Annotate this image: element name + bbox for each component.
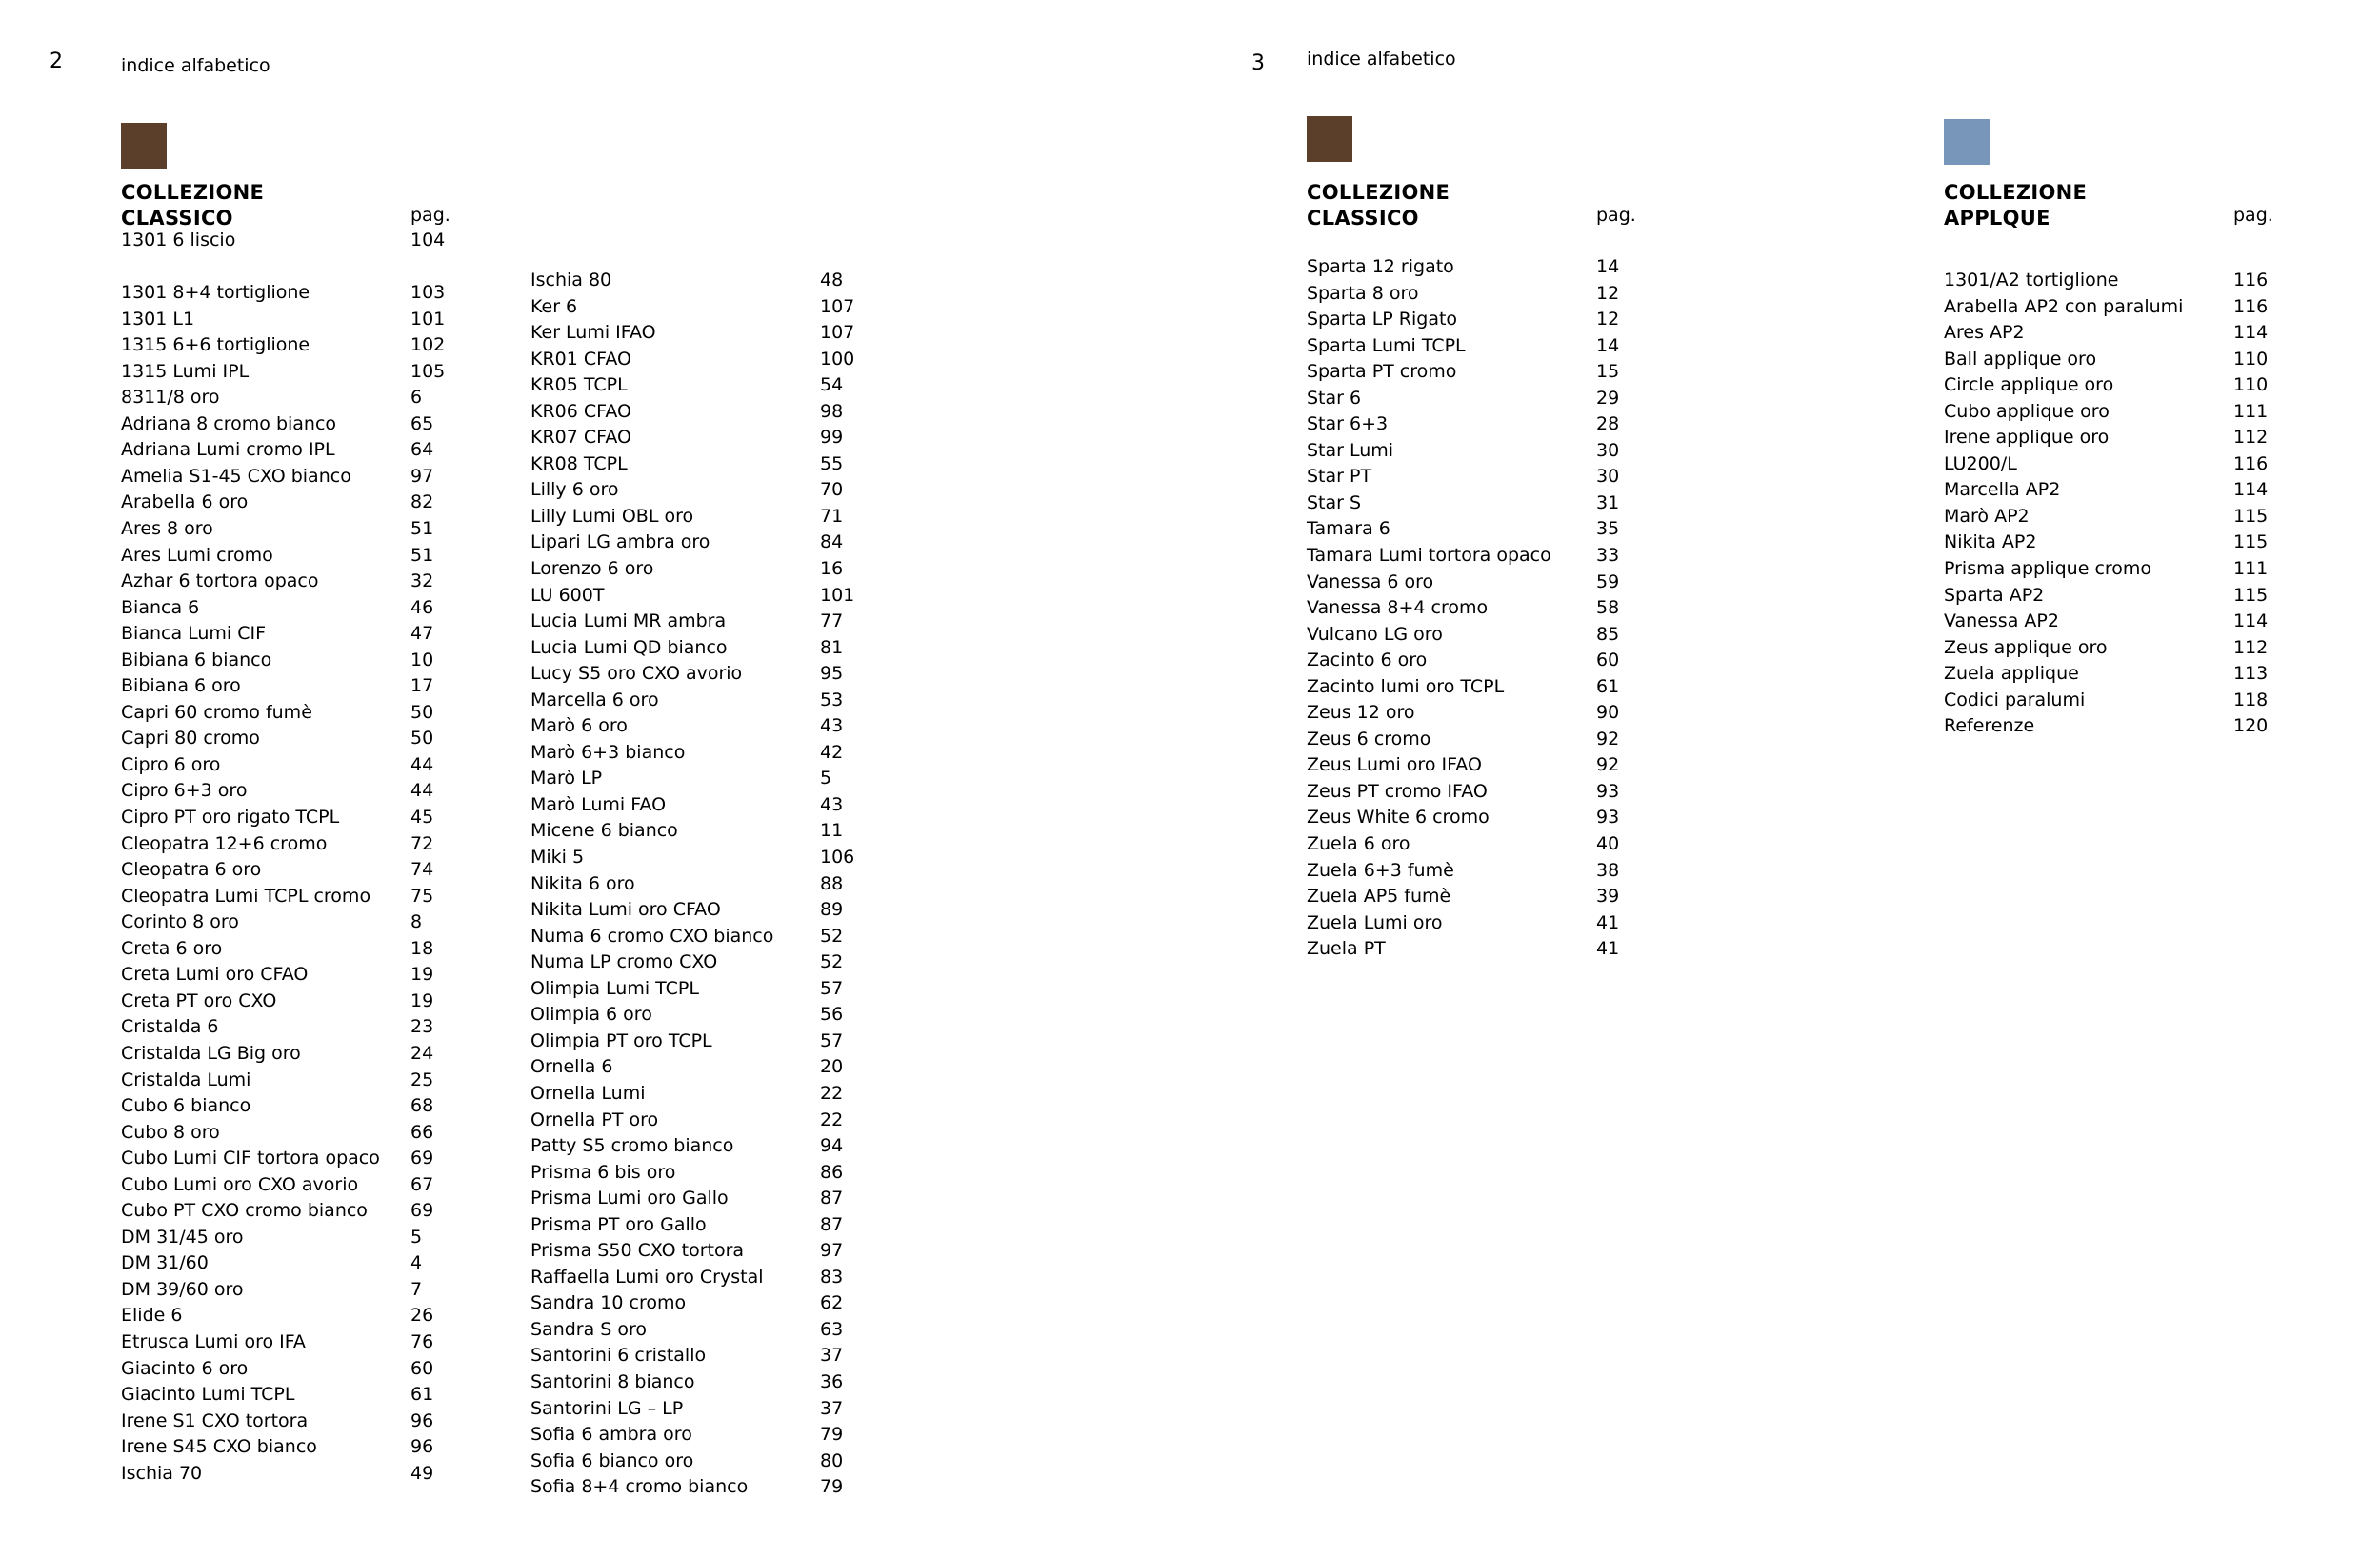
item-page: 74 xyxy=(410,859,434,881)
item-name: Ares Lumi cromo xyxy=(121,544,273,566)
item-name: Cipro PT oro rigato TCPL xyxy=(121,807,340,829)
item-name: Zeus applique oro xyxy=(1944,636,2108,658)
item-page: 94 xyxy=(820,1135,844,1157)
item-page: 87 xyxy=(820,1213,844,1235)
item-page: 45 xyxy=(410,807,434,829)
item-name: Cipro 6 oro xyxy=(121,753,221,775)
item-page: 98 xyxy=(820,400,844,422)
item-name: Marcella AP2 xyxy=(1944,479,2061,501)
section-title-line2: CLASSICO xyxy=(121,207,233,230)
item-name: Star PT xyxy=(1307,466,1372,488)
item-name: 1315 6+6 tortiglione xyxy=(121,334,310,356)
item-page: 22 xyxy=(820,1109,844,1130)
item-name: Prisma S50 CXO tortora xyxy=(530,1240,745,1262)
item-page: 89 xyxy=(820,899,844,921)
item-page: 37 xyxy=(820,1345,844,1367)
item-name: Lorenzo 6 oro xyxy=(530,558,654,580)
item-name: Nikita AP2 xyxy=(1944,531,2037,553)
section-title-applique xyxy=(1944,180,2087,231)
item-name: Ischia 80 xyxy=(530,270,612,290)
item-name: KR01 CFAO xyxy=(530,348,631,370)
item-page: 80 xyxy=(820,1449,844,1471)
item-page: 101 xyxy=(820,584,855,606)
item-name: Creta 6 oro xyxy=(121,937,223,959)
item-name: Giacinto 6 oro xyxy=(121,1357,249,1379)
item-name: Miki 5 xyxy=(530,847,585,869)
item-name: Olimpia Lumi TCPL xyxy=(530,977,699,999)
item-page: 110 xyxy=(2233,374,2269,396)
item-name: Star S xyxy=(1307,491,1362,513)
item-page: 75 xyxy=(410,885,434,907)
item-page: 52 xyxy=(820,925,844,947)
item-name: Sparta LP Rigato xyxy=(1307,309,1458,330)
item-name: Marcella 6 oro xyxy=(530,689,659,710)
item-name: Ornella PT oro xyxy=(530,1109,659,1130)
item-page: 14 xyxy=(1596,334,1620,356)
item-page: 18 xyxy=(410,937,434,959)
item-name: Sofia 8+4 cromo bianco xyxy=(530,1476,749,1498)
item-name: Cristalda Lumi xyxy=(121,1069,251,1090)
item-name: Prisma 6 bis oro xyxy=(530,1161,676,1183)
section-title-line1: COLLEZIONE xyxy=(1944,181,2088,204)
item-page: 88 xyxy=(820,872,844,894)
item-page: 31 xyxy=(1596,491,1620,513)
item-page: 8 xyxy=(410,911,423,933)
item-name: DM 31/45 oro xyxy=(121,1226,244,1248)
item-page: 50 xyxy=(410,701,434,723)
item-page: 97 xyxy=(410,465,434,487)
item-page: 115 xyxy=(2233,531,2269,553)
item-name: Circle applique oro xyxy=(1944,374,2114,396)
item-page: 39 xyxy=(1596,886,1620,908)
item-page: 114 xyxy=(2233,322,2269,344)
item-name: Lilly Lumi OBL oro xyxy=(530,505,694,527)
item-page: 97 xyxy=(820,1240,844,1262)
item-name: Sparta PT cromo xyxy=(1307,361,1457,383)
item-page: 41 xyxy=(1596,911,1620,933)
item-page: 11 xyxy=(820,820,844,842)
item-name: Sandra S oro xyxy=(530,1318,648,1340)
item-name: Adriana Lumi cromo IPL xyxy=(121,439,335,461)
item-name: Nikita Lumi oro CFAO xyxy=(530,899,721,921)
classico-color-swatch xyxy=(1307,116,1352,162)
item-name: Amelia S1-45 CXO bianco xyxy=(121,465,351,487)
item-page: 25 xyxy=(410,1069,434,1090)
item-page: 116 xyxy=(2233,452,2269,474)
item-name: 1301/A2 tortiglione xyxy=(1944,270,2119,290)
item-page: 26 xyxy=(410,1305,434,1327)
page-number-right: 3 xyxy=(1251,51,1265,75)
item-page: 116 xyxy=(2233,270,2269,290)
item-name: Zeus White 6 cromo xyxy=(1307,807,1490,829)
item-page: 112 xyxy=(2233,636,2269,658)
item-name: Cubo Lumi oro CXO avorio xyxy=(121,1173,359,1195)
item-name: Bianca Lumi CIF xyxy=(121,623,267,645)
item-name: Sparta AP2 xyxy=(1944,584,2045,606)
item-page: 14 xyxy=(1596,256,1620,277)
item-name: Vulcano LG oro xyxy=(1307,623,1443,645)
item-name: Tamara Lumi tortora opaco xyxy=(1307,545,1551,567)
item-page: 114 xyxy=(2233,479,2269,501)
item-name: Creta Lumi oro CFAO xyxy=(121,964,309,986)
item-page: 93 xyxy=(1596,780,1620,802)
item-name: Sparta Lumi TCPL xyxy=(1307,334,1466,356)
item-page: 90 xyxy=(1596,702,1620,724)
item-name: Sofia 6 ambra oro xyxy=(530,1424,692,1446)
item-page: 83 xyxy=(820,1266,844,1288)
item-name: Prisma PT oro Gallo xyxy=(530,1213,707,1235)
item-page: 7 xyxy=(410,1278,423,1300)
item-page: 43 xyxy=(820,793,844,815)
section-title-line2: APPLQUE xyxy=(1944,207,2050,230)
item-page: 12 xyxy=(1596,282,1620,304)
item-name: Marò AP2 xyxy=(1944,505,2030,527)
item-page: 55 xyxy=(820,452,844,474)
section-title-line1: COLLEZIONE xyxy=(1307,181,1450,204)
item-name: 8311/8 oro xyxy=(121,387,220,409)
item-page: 57 xyxy=(820,1029,844,1051)
item-name: Zeus PT cromo IFAO xyxy=(1307,780,1488,802)
item-name: DM 39/60 oro xyxy=(121,1278,244,1300)
item-page: 118 xyxy=(2233,689,2269,710)
item-name: Star 6+3 xyxy=(1307,413,1389,435)
item-page: 30 xyxy=(1596,466,1620,488)
item-page: 99 xyxy=(820,427,844,449)
item-page: 71 xyxy=(820,505,844,527)
item-page: 51 xyxy=(410,518,434,540)
item-page: 41 xyxy=(1596,938,1620,960)
item-name: Lucia Lumi MR ambra xyxy=(530,610,727,632)
item-name: Irene S1 CXO tortora xyxy=(121,1409,309,1431)
item-name: Cleopatra 12+6 cromo xyxy=(121,832,328,854)
item-name: Ker Lumi IFAO xyxy=(530,322,656,344)
item-name: Irene applique oro xyxy=(1944,427,2110,449)
item-page: 61 xyxy=(410,1384,434,1406)
item-name: Numa 6 cromo CXO bianco xyxy=(530,925,774,947)
classico-color-swatch xyxy=(121,123,167,169)
item-name: LU 600T xyxy=(530,584,605,606)
item-name: 1315 Lumi IPL xyxy=(121,360,250,382)
item-name: Bibiana 6 bianco xyxy=(121,649,272,670)
item-page: 96 xyxy=(410,1409,434,1431)
item-page: 64 xyxy=(410,439,434,461)
item-page: 10 xyxy=(410,649,434,670)
item-name: Referenze xyxy=(1944,715,2035,737)
item-page: 16 xyxy=(820,558,844,580)
item-page: 72 xyxy=(410,832,434,854)
item-page: 54 xyxy=(820,374,844,396)
item-page: 19 xyxy=(410,964,434,986)
item-name: Cleopatra 6 oro xyxy=(121,859,262,881)
item-name: Ares AP2 xyxy=(1944,322,2025,344)
item-name: 1301 8+4 tortiglione xyxy=(121,282,310,304)
item-name: Cubo 6 bianco xyxy=(121,1095,251,1117)
item-page: 32 xyxy=(410,570,434,592)
item-page: 19 xyxy=(410,989,434,1011)
item-name: Cubo 8 oro xyxy=(121,1121,220,1143)
item-name: Tamara 6 xyxy=(1307,518,1390,540)
item-name: Prisma applique cromo xyxy=(1944,558,2152,580)
item-name: Capri 80 cromo xyxy=(121,728,260,750)
item-page: 85 xyxy=(1596,623,1620,645)
item-page: 113 xyxy=(2233,663,2269,685)
item-page: 36 xyxy=(820,1370,844,1392)
item-name: Prisma Lumi oro Gallo xyxy=(530,1188,729,1209)
item-page: 84 xyxy=(820,531,844,553)
item-page: 51 xyxy=(410,544,434,566)
item-name: Vanessa 8+4 cromo xyxy=(1307,597,1489,619)
item-page: 5 xyxy=(820,768,832,789)
item-name: Cristalda LG Big oro xyxy=(121,1042,301,1064)
item-name: Ares 8 oro xyxy=(121,518,213,540)
item-page: 79 xyxy=(820,1424,844,1446)
page-header-left: indice alfabetico xyxy=(121,55,270,76)
item-page: 112 xyxy=(2233,427,2269,449)
item-name: KR05 TCPL xyxy=(530,374,628,396)
item-name: Ornella Lumi xyxy=(530,1082,646,1104)
item-name: Cubo PT CXO cromo bianco xyxy=(121,1200,368,1222)
item-page: 82 xyxy=(410,491,434,513)
item-page: 100 xyxy=(820,348,855,370)
item-name: Lilly 6 oro xyxy=(530,479,619,501)
item-page: 47 xyxy=(410,623,434,645)
page-header-right: indice alfabetico xyxy=(1307,49,1456,70)
item-name: Ball applique oro xyxy=(1944,348,2097,370)
section-title-classico xyxy=(1307,180,1450,231)
item-name: Zeus Lumi oro IFAO xyxy=(1307,754,1482,776)
item-page: 28 xyxy=(1596,413,1620,435)
item-page: 104 xyxy=(410,230,446,250)
item-page: 23 xyxy=(410,1016,434,1038)
item-page: 49 xyxy=(410,1462,434,1484)
item-page: 92 xyxy=(1596,728,1620,750)
item-page: 20 xyxy=(820,1056,844,1078)
item-page: 101 xyxy=(410,308,446,330)
item-page: 77 xyxy=(820,610,844,632)
item-page: 105 xyxy=(410,360,446,382)
item-name: Azhar 6 tortora opaco xyxy=(121,570,319,592)
item-name: Raffaella Lumi oro Crystal xyxy=(530,1266,764,1288)
item-page: 17 xyxy=(410,675,434,697)
item-name: Arabella AP2 con paralumi xyxy=(1944,295,2184,317)
item-page: 63 xyxy=(820,1318,844,1340)
item-name: Creta PT oro CXO xyxy=(121,989,277,1011)
item-name: Sofia 6 bianco oro xyxy=(530,1449,694,1471)
item-page: 93 xyxy=(1596,807,1620,829)
item-page: 116 xyxy=(2233,295,2269,317)
item-name: Numa LP cromo CXO xyxy=(530,951,718,973)
item-page: 40 xyxy=(1596,833,1620,855)
item-page: 115 xyxy=(2233,584,2269,606)
item-page: 33 xyxy=(1596,545,1620,567)
item-page: 70 xyxy=(820,479,844,501)
item-name: KR07 CFAO xyxy=(530,427,631,449)
item-name: Zuela AP5 fumè xyxy=(1307,886,1451,908)
item-name: Codici paralumi xyxy=(1944,689,2086,710)
section-title-classico xyxy=(121,180,264,231)
item-page: 65 xyxy=(410,412,434,434)
item-name: Ker 6 xyxy=(530,295,578,317)
item-page: 57 xyxy=(820,977,844,999)
item-page: 62 xyxy=(820,1292,844,1314)
item-page: 66 xyxy=(410,1121,434,1143)
item-page: 58 xyxy=(1596,597,1620,619)
item-name: Etrusca Lumi oro IFA xyxy=(121,1330,306,1352)
item-name: Cristalda 6 xyxy=(121,1016,219,1038)
item-page: 110 xyxy=(2233,348,2269,370)
item-page: 22 xyxy=(820,1082,844,1104)
item-page: 103 xyxy=(410,282,446,304)
item-name: Sparta 12 rigato xyxy=(1307,256,1454,277)
item-page: 69 xyxy=(410,1200,434,1222)
item-page: 115 xyxy=(2233,505,2269,527)
item-page: 95 xyxy=(820,663,844,685)
item-page: 106 xyxy=(820,847,855,869)
item-page: 114 xyxy=(2233,610,2269,632)
item-name: Zuela PT xyxy=(1307,938,1386,960)
item-name: Bibiana 6 oro xyxy=(121,675,241,697)
item-name: Capri 60 cromo fumè xyxy=(121,701,312,723)
item-name: Olimpia PT oro TCPL xyxy=(530,1029,712,1051)
item-page: 79 xyxy=(820,1476,844,1498)
item-name: Marò 6 oro xyxy=(530,715,628,737)
item-page: 92 xyxy=(1596,754,1620,776)
item-page: 67 xyxy=(410,1173,434,1195)
item-page: 81 xyxy=(820,636,844,658)
applique-color-swatch xyxy=(1944,119,1990,165)
item-name: Star Lumi xyxy=(1307,439,1394,461)
item-page: 107 xyxy=(820,295,855,317)
item-name: Nikita 6 oro xyxy=(530,872,635,894)
pag-column-label: pag. xyxy=(1596,205,1636,226)
item-name: Zuela 6+3 fumè xyxy=(1307,859,1454,881)
section-title-line1: COLLEZIONE xyxy=(121,181,265,204)
item-name: Vanessa 6 oro xyxy=(1307,570,1434,592)
item-name: Marò 6+3 bianco xyxy=(530,741,686,763)
item-page: 53 xyxy=(820,689,844,710)
item-name: Cipro 6+3 oro xyxy=(121,780,248,802)
item-name: Cubo Lumi CIF tortora opaco xyxy=(121,1148,380,1169)
item-page: 111 xyxy=(2233,400,2269,422)
item-page: 56 xyxy=(820,1004,844,1026)
item-page: 52 xyxy=(820,951,844,973)
item-name: Arabella 6 oro xyxy=(121,491,249,513)
item-name: Ornella 6 xyxy=(530,1056,613,1078)
item-name: Zacinto 6 oro xyxy=(1307,650,1428,671)
item-page: 60 xyxy=(410,1357,434,1379)
item-name: Ischia 70 xyxy=(121,1462,203,1484)
pag-column-label: pag. xyxy=(2233,205,2273,226)
item-page: 37 xyxy=(820,1397,844,1419)
item-page: 48 xyxy=(820,270,844,290)
item-name: Sandra 10 cromo xyxy=(530,1292,687,1314)
item-name: Zacinto lumi oro TCPL xyxy=(1307,675,1505,697)
item-page: 42 xyxy=(820,741,844,763)
item-name: Santorini 8 bianco xyxy=(530,1370,695,1392)
item-name: Santorini 6 cristallo xyxy=(530,1345,707,1367)
item-page: 50 xyxy=(410,728,434,750)
item-name: DM 31/60 xyxy=(121,1252,209,1274)
item-name: Irene S45 CXO bianco xyxy=(121,1436,317,1458)
item-page: 59 xyxy=(1596,570,1620,592)
item-name: Zuela Lumi oro xyxy=(1307,911,1443,933)
item-name: Cubo applique oro xyxy=(1944,400,2110,422)
item-name: Vanessa AP2 xyxy=(1944,610,2059,632)
item-name: Corinto 8 oro xyxy=(121,911,239,933)
item-name: Elide 6 xyxy=(121,1305,183,1327)
item-name: Micene 6 bianco xyxy=(530,820,678,842)
item-page: 76 xyxy=(410,1330,434,1352)
item-page: 102 xyxy=(410,334,446,356)
item-page: 111 xyxy=(2233,558,2269,580)
item-page: 29 xyxy=(1596,387,1620,409)
item-name: Marò Lumi FAO xyxy=(530,793,667,815)
item-page: 35 xyxy=(1596,518,1620,540)
item-name: KR08 TCPL xyxy=(530,452,628,474)
item-page: 15 xyxy=(1596,361,1620,383)
item-name: Zeus 6 cromo xyxy=(1307,728,1431,750)
item-page: 44 xyxy=(410,753,434,775)
section-title-line2: CLASSICO xyxy=(1307,207,1419,230)
item-name: Giacinto Lumi TCPL xyxy=(121,1384,295,1406)
item-page: 107 xyxy=(820,322,855,344)
pag-column-label: pag. xyxy=(410,205,450,226)
item-name: Star 6 xyxy=(1307,387,1362,409)
item-name: KR06 CFAO xyxy=(530,400,631,422)
item-name: Adriana 8 cromo bianco xyxy=(121,412,337,434)
item-name: Olimpia 6 oro xyxy=(530,1004,652,1026)
item-page: 6 xyxy=(410,387,423,409)
item-page: 44 xyxy=(410,780,434,802)
item-page: 5 xyxy=(410,1226,423,1248)
item-page: 38 xyxy=(1596,859,1620,881)
item-name: Patty S5 cromo bianco xyxy=(530,1135,734,1157)
page-number-left: 2 xyxy=(50,50,63,73)
item-page: 61 xyxy=(1596,675,1620,697)
item-page: 60 xyxy=(1596,650,1620,671)
item-page: 96 xyxy=(410,1436,434,1458)
item-name: Marò LP xyxy=(530,768,603,789)
item-name: 1301 6 liscio xyxy=(121,230,236,250)
item-page: 86 xyxy=(820,1161,844,1183)
item-page: 120 xyxy=(2233,715,2269,737)
item-name: Bianca 6 xyxy=(121,596,200,618)
item-name: Lipari LG ambra oro xyxy=(530,531,710,553)
item-page: 69 xyxy=(410,1148,434,1169)
item-page: 12 xyxy=(1596,309,1620,330)
item-name: Santorini LG – LP xyxy=(530,1397,684,1419)
item-page: 24 xyxy=(410,1042,434,1064)
item-name: Zuela applique xyxy=(1944,663,2079,685)
item-page: 46 xyxy=(410,596,434,618)
item-page: 87 xyxy=(820,1188,844,1209)
item-name: Sparta 8 oro xyxy=(1307,282,1419,304)
item-page: 4 xyxy=(410,1252,423,1274)
item-name: Lucia Lumi QD bianco xyxy=(530,636,728,658)
item-page: 30 xyxy=(1596,439,1620,461)
item-name: Lucy S5 oro CXO avorio xyxy=(530,663,743,685)
item-name: Cleopatra Lumi TCPL cromo xyxy=(121,885,371,907)
item-page: 68 xyxy=(410,1095,434,1117)
item-name: Zeus 12 oro xyxy=(1307,702,1415,724)
item-name: 1301 L1 xyxy=(121,308,195,330)
item-name: Zuela 6 oro xyxy=(1307,833,1410,855)
item-name: LU200/L xyxy=(1944,452,2017,474)
item-page: 43 xyxy=(820,715,844,737)
